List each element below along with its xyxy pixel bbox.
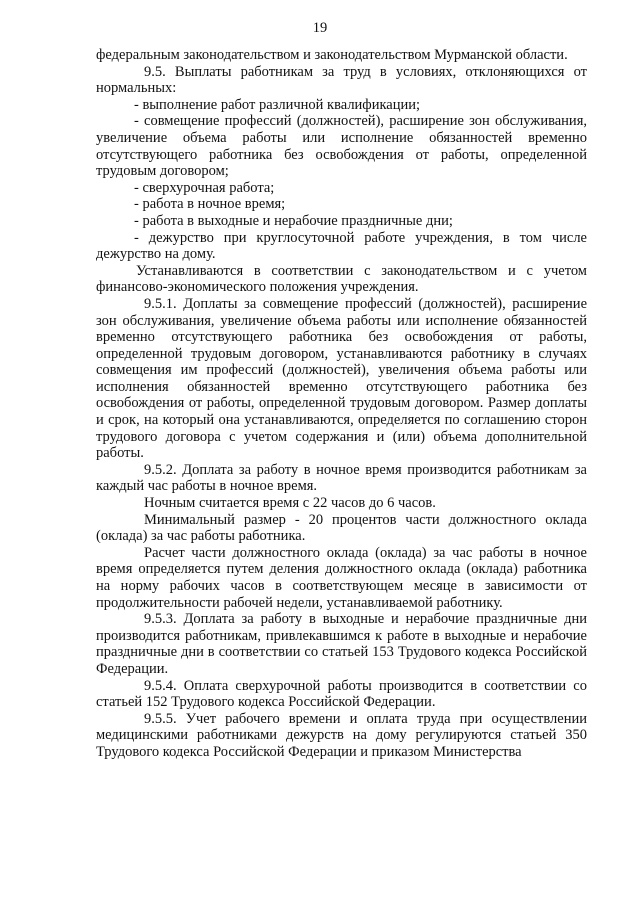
paragraph: Устанавливаются в соответствии с законодательством и с учетом финансово-экономического положения учреждения. bbox=[96, 262, 587, 296]
paragraph: 9.5.4. Оплата сверхурочной работы производится в соответствии со статьей 152 Трудового кодекса Российской Федерации. bbox=[96, 677, 587, 711]
paragraph: - выполнение работ различной квалификации; bbox=[134, 96, 421, 113]
paragraph: 9.5.1. Доплаты за совмещение профессий (должностей), расширение зон обслуживания, увеличение объема работы или исполнение обязанностей временно отсутствующего работника без освобождения от работы, определенной трудовым договором, устанавливаются работнику в случаях совмещения им профессий (должностей), увеличения объема работы или исполнения обязанностей временно отсутствующего работника без освобождения от работы, определенной трудовым договором. Размер доплаты и срок, на который она устанавливаются, определяется по соглашению сторон трудового договора с учетом содержания и (или) объема дополнительной работы. bbox=[96, 295, 587, 462]
document-body bbox=[96, 47, 587, 761]
page-number: 19 bbox=[312, 20, 328, 36]
paragraph: - работа в ночное время; bbox=[134, 196, 286, 213]
paragraph: - совмещение профессий (должностей), расширение зон обслуживания, увеличение объема работы или исполнение обязанностей временно отсутствующего работника без освобождения от работы, определенной трудовым договором; bbox=[96, 113, 587, 180]
paragraph: 9.5.3. Доплата за работу в выходные и нерабочие праздничные дни производится работникам, привлекавшимся к работе в выходные и нерабочие праздничные дни в соответствии со статьей 153 Трудового кодекса Российской Федерации. bbox=[96, 611, 587, 677]
paragraph: Ночным считается время с 22 часов до 6 часов. bbox=[144, 495, 436, 512]
paragraph: федеральным законодательством и законодательством Мурманской области. bbox=[96, 47, 568, 63]
paragraph: - сверхурочная работа; bbox=[134, 179, 275, 196]
paragraph: - дежурство при круглосуточной работе учреждения, в том числе дежурство на дому. bbox=[96, 229, 587, 263]
paragraph: 9.5. Выплаты работникам за труд в условиях, отклоняющихся от нормальных: bbox=[96, 63, 587, 97]
paragraph: Минимальный размер - 20 процентов части должностного оклада (оклада) за час работы работника. bbox=[96, 511, 587, 545]
paragraph: 9.5.2. Доплата за работу в ночное время производится работникам за каждый час работы в ночное время. bbox=[96, 461, 587, 495]
paragraph: - работа в выходные и нерабочие праздничные дни; bbox=[134, 212, 453, 229]
paragraph: Расчет части должностного оклада (оклада) за час работы в ночное время определяется путем деления должностного оклада (оклада) работника на норму рабочих часов в соответствующем месяце в зависимости от продолжительности рабочей недели, устанавливаемой работнику. bbox=[96, 544, 587, 611]
paragraph: 9.5.5. Учет рабочего времени и оплата труда при осуществлении медицинскими работниками дежурств на дому регулируются статьей 350 Трудового кодекса Российской Федерации и приказом Министерства bbox=[96, 710, 587, 760]
